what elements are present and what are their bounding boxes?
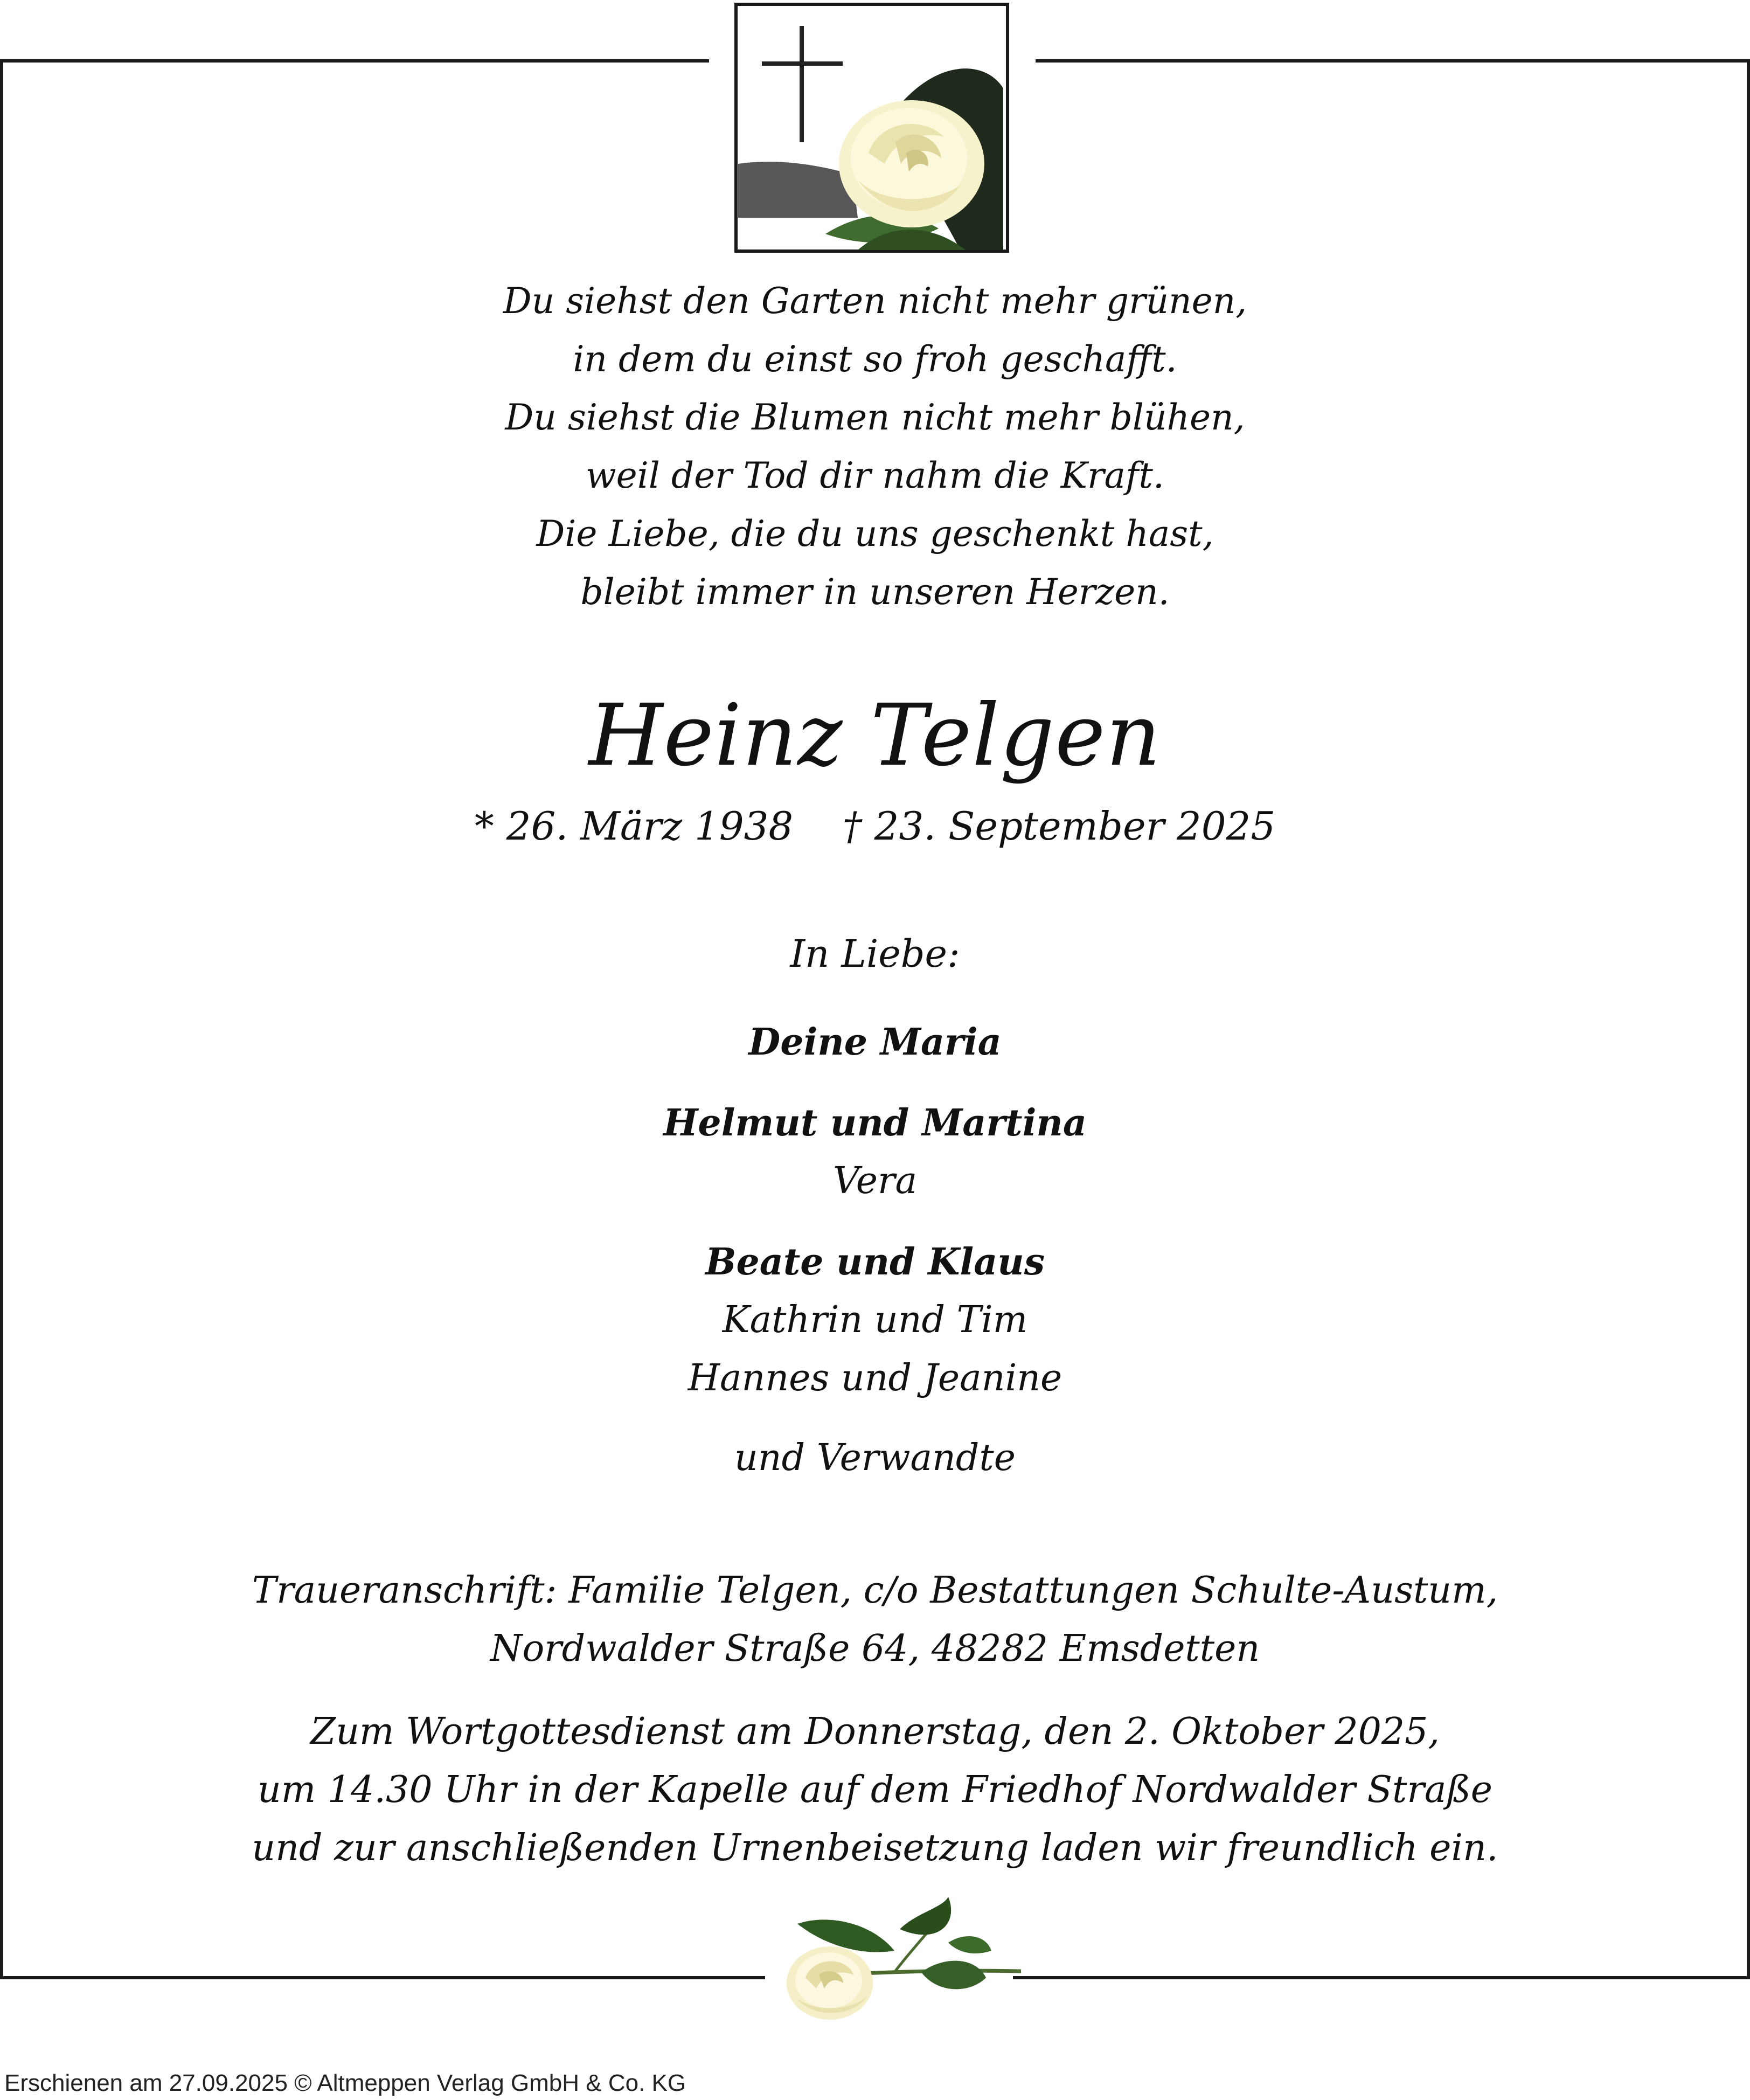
poem [0, 272, 1750, 621]
address-line: Nordwalder Straße 64, 48282 Emsdetten [490, 1627, 1260, 1670]
mourner-family-couple: Helmut und Martina [663, 1101, 1087, 1145]
service-announcement [0, 1703, 1750, 1877]
poem-line: Du siehst den Garten nicht mehr grünen, [503, 280, 1247, 322]
mourner-family-children: Hannes und Jeanine [688, 1357, 1062, 1399]
deceased-name: Heinz Telgen [588, 686, 1162, 785]
service-line: um 14.30 Uhr in der Kapelle auf dem Friedhof Nordwalder Straße [257, 1769, 1493, 1811]
cross-with-white-rose-icon [734, 2, 1010, 253]
address-line: Traueranschrift: Familie Telgen, c/o Bestattungen Schulte-Austum, [252, 1569, 1498, 1612]
mourning-address [0, 1562, 1750, 1678]
poem-line: weil der Tod dir nahm die Kraft. [586, 455, 1164, 496]
mourners-intro: In Liebe: [790, 932, 960, 976]
mourners-list [0, 1013, 1750, 1487]
mourner-family-children: Vera [832, 1160, 918, 1202]
mourner-spouse: Deine Maria [748, 1021, 1002, 1064]
poem-line: Die Liebe, die du uns geschenkt hast, [536, 513, 1214, 555]
poem-line: in dem du einst so froh geschafft. [573, 338, 1177, 380]
service-line: und zur anschließenden Urnenbeisetzung laden wir freundlich ein. [252, 1827, 1498, 1869]
poem-line: bleibt immer in unseren Herzen. [580, 571, 1170, 613]
life-dates: * 26. März 1938 † 23. September 2025 [474, 803, 1276, 849]
mourner-family-children: Kathrin und Tim [722, 1299, 1028, 1341]
mourner-family-couple: Beate und Klaus [705, 1240, 1045, 1284]
poem-line: Du siehst die Blumen nicht mehr blühen, [505, 397, 1245, 438]
service-line: Zum Wortgottesdienst am Donnerstag, den 2. Oktober 2025, [310, 1710, 1440, 1753]
white-rose-icon [765, 1891, 1029, 2023]
publication-footer: Erschienen am 27.09.2025 © Altmeppen Verlag GmbH & Co. KG [4, 2070, 686, 2096]
mourner-relatives: und Verwandte [734, 1437, 1016, 1479]
